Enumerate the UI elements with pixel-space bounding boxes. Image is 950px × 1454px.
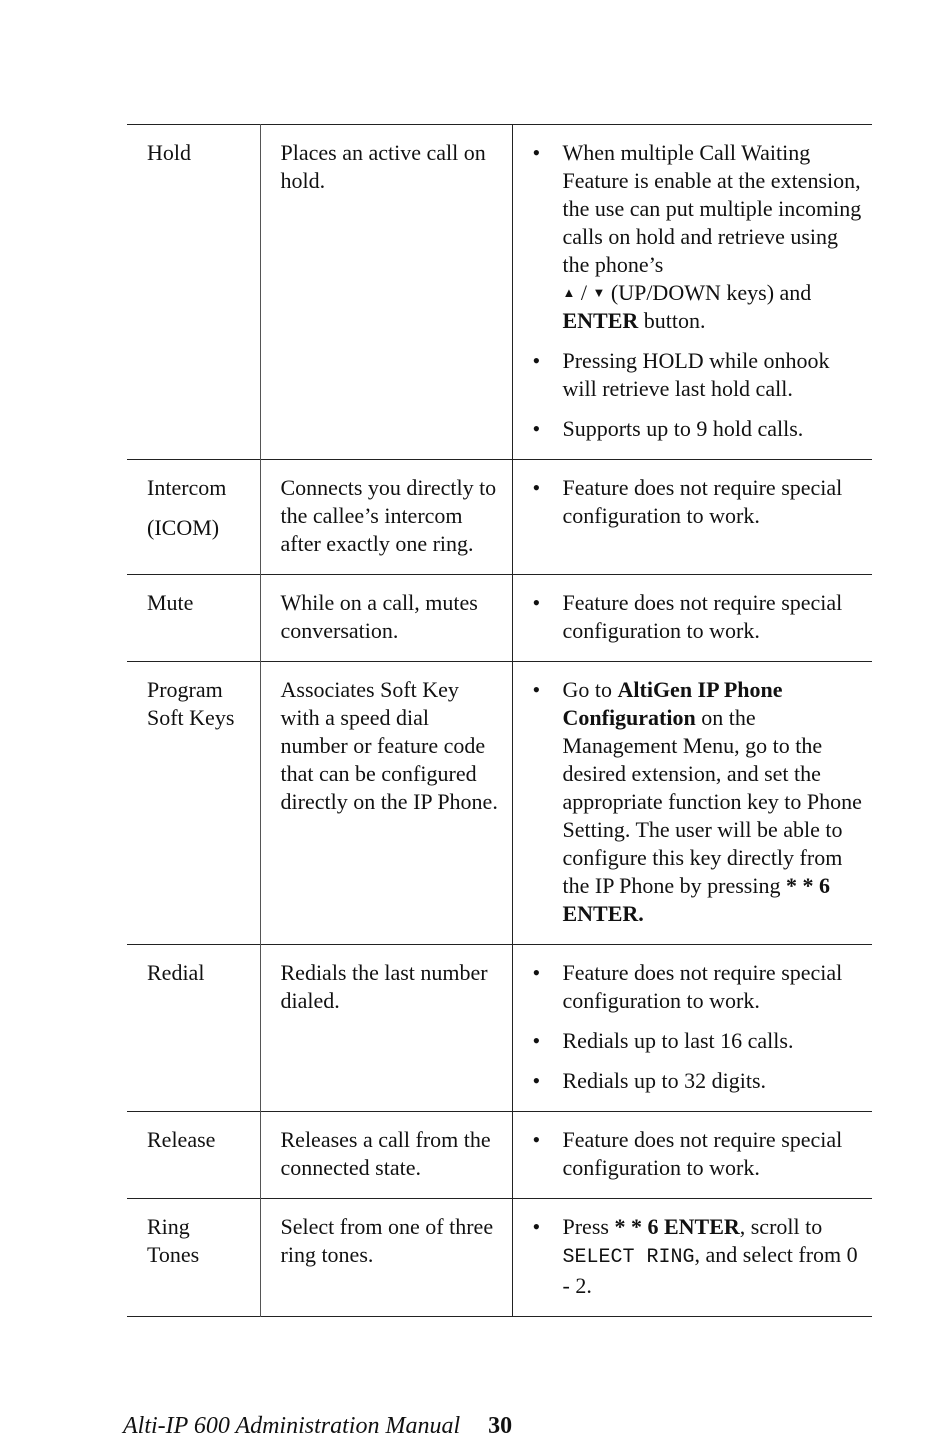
note-bold: * * 6 ENTER xyxy=(614,1214,740,1239)
feature-description: While on a call, mutes conversation. xyxy=(260,575,512,662)
feature-notes xyxy=(512,1199,872,1317)
bullet-list xyxy=(533,959,867,1095)
bullet-item: • Feature does not require special configuration to work. xyxy=(533,589,867,645)
feature-notes xyxy=(512,1112,872,1199)
feature-name: Ring Tones xyxy=(127,1199,260,1317)
note-text: button. xyxy=(638,308,706,333)
feature-name: Redial xyxy=(127,945,260,1112)
page-number: 30 xyxy=(488,1413,513,1439)
note-text: , and select from 0 - 2. xyxy=(562,1242,858,1298)
table-row-mute xyxy=(127,575,872,662)
feature-name: Mute xyxy=(127,575,260,662)
bullet-item xyxy=(533,139,867,335)
feature-name-cell xyxy=(127,460,260,575)
bullet-item xyxy=(533,676,867,928)
feature-name: Intercom xyxy=(147,475,227,500)
bullet-list xyxy=(533,139,867,443)
note-code: SELECT RING xyxy=(562,1246,695,1269)
table-row-hold xyxy=(127,125,872,460)
bullet-item: • Redials up to last 16 calls. xyxy=(533,1027,867,1055)
feature-description: Associates Soft Key with a speed dial number or feature code that can be configured directly on the IP Phone. xyxy=(260,662,512,945)
note-bold: * * 6 ENTER. xyxy=(562,873,830,926)
table-row-program-soft-keys xyxy=(127,662,872,945)
feature-table xyxy=(127,124,872,1317)
feature-name: Program Soft Keys xyxy=(127,662,260,945)
bullet-item: • Redials up to 32 digits. xyxy=(533,1067,867,1095)
bullet-list xyxy=(533,474,867,530)
down-arrow-icon: ▼ xyxy=(592,285,606,300)
bullet-item: • Pressing HOLD while onhook will retrieve last hold call. xyxy=(533,347,867,403)
note-text: on the Management Menu, go to the desired extension, and set the appropriate function key to Phone Setting. The user will be able to configure this key directly from the IP Phone by pressing xyxy=(562,705,862,898)
bullet-item: • Feature does not require special configuration to work. xyxy=(533,474,867,530)
bullet-list xyxy=(533,1213,867,1300)
table-row-redial xyxy=(127,945,872,1112)
bullet-list xyxy=(533,1126,867,1182)
feature-notes xyxy=(512,460,872,575)
note-text: Go to xyxy=(562,677,618,702)
feature-notes xyxy=(512,945,872,1112)
bullet-item: • Feature does not require special configuration to work. xyxy=(533,959,867,1015)
feature-description: Select from one of three ring tones. xyxy=(260,1199,512,1317)
page-footer xyxy=(123,1411,512,1441)
bullet-list xyxy=(533,589,867,645)
bullet-item: • Feature does not require special configuration to work. xyxy=(533,1126,867,1182)
bullet-item: • Supports up to 9 hold calls. xyxy=(533,415,867,443)
bullet-item xyxy=(533,1213,867,1300)
feature-description: Releases a call from the connected state. xyxy=(260,1112,512,1199)
feature-name-abbrev: (ICOM) xyxy=(147,515,220,540)
manual-title: Alti-IP 600 Administration Manual xyxy=(123,1413,461,1439)
note-bold: AltiGen IP Phone Configuration xyxy=(562,677,783,730)
bullet-list xyxy=(533,676,867,928)
feature-notes xyxy=(512,575,872,662)
note-text: , scroll to xyxy=(739,1214,823,1239)
note-bold: ENTER xyxy=(562,308,639,333)
feature-description: Connects you directly to the callee’s intercom after exactly one ring. xyxy=(260,460,512,575)
note-text: Press xyxy=(562,1214,615,1239)
note-text: When multiple Call Waiting Feature is enable at the extension, the use can put multiple incoming calls on hold and retrieve using the phone’s xyxy=(562,140,862,277)
note-text: (UP/DOWN keys) and xyxy=(605,280,812,305)
up-arrow-icon: ▲ xyxy=(562,285,576,300)
note-text: / xyxy=(575,280,593,305)
table-row-intercom xyxy=(127,460,872,575)
table-row-ring-tones xyxy=(127,1199,872,1317)
table-row-release xyxy=(127,1112,872,1199)
feature-description: Redials the last number dialed. xyxy=(260,945,512,1112)
feature-notes xyxy=(512,662,872,945)
feature-name: Hold xyxy=(127,125,260,460)
feature-name: Release xyxy=(127,1112,260,1199)
feature-description: Places an active call on hold. xyxy=(260,125,512,460)
feature-notes xyxy=(512,125,872,460)
